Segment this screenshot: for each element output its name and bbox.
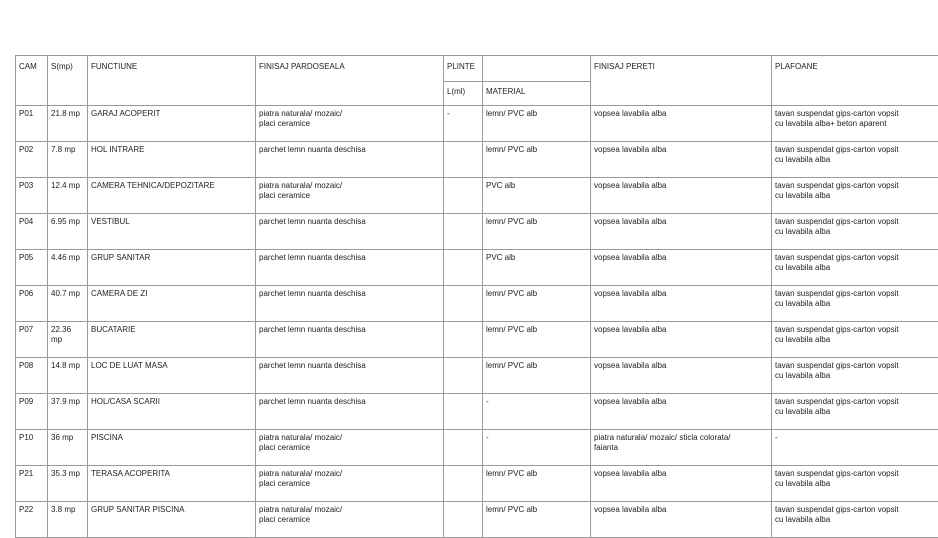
cell-plinte-material: lemn/ PVC alb	[483, 502, 591, 538]
cell-plinte-length	[444, 394, 483, 430]
cell-cam: P06	[16, 286, 48, 322]
cell-pereti	[591, 466, 772, 502]
cell-plinte-length	[444, 502, 483, 538]
cell-pardoseala-line: parchet lemn nuanta deschisa	[259, 361, 440, 371]
cell-pardoseala-line: piatra naturala/ mozaic/	[259, 433, 440, 443]
cell-pardoseala-line: placi ceramice	[259, 119, 440, 129]
cell-functiune: GARAJ ACOPERIT	[88, 106, 256, 142]
cell-pardoseala	[256, 214, 444, 250]
cell-plafoane-line: -	[775, 433, 938, 443]
cell-plafoane	[772, 430, 938, 466]
header-plinte-material: MATERIAL	[483, 82, 591, 106]
cell-pereti	[591, 358, 772, 394]
cell-pereti	[591, 106, 772, 142]
cell-plafoane	[772, 394, 938, 430]
cell-pereti	[591, 286, 772, 322]
cell-pardoseala	[256, 250, 444, 286]
cell-pardoseala-line: parchet lemn nuanta deschisa	[259, 217, 440, 227]
cell-cam: P03	[16, 178, 48, 214]
table-row	[16, 502, 938, 538]
cell-pardoseala-line: piatra naturala/ mozaic/	[259, 505, 440, 515]
table-row	[16, 106, 938, 142]
cell-area: 14.8 mp	[48, 358, 88, 394]
cell-pardoseala	[256, 322, 444, 358]
cell-functiune: HOL/CASA SCARII	[88, 394, 256, 430]
cell-plafoane-line: cu lavabila alba	[775, 155, 938, 165]
finishes-table	[15, 55, 938, 538]
cell-plafoane-line: tavan suspendat gips-carton vopsit	[775, 361, 938, 371]
cell-pardoseala-line: placi ceramice	[259, 515, 440, 525]
cell-plafoane-line: cu lavabila alba	[775, 227, 938, 237]
cell-pardoseala	[256, 358, 444, 394]
cell-pardoseala	[256, 502, 444, 538]
header-finisaj-pereti: FINISAJ PERETI	[591, 56, 772, 106]
cell-area: 40.7 mp	[48, 286, 88, 322]
finishes-sheet	[15, 55, 938, 538]
cell-pereti-line: vopsea lavabila alba	[594, 505, 768, 515]
cell-plinte-length	[444, 286, 483, 322]
cell-pardoseala-line: parchet lemn nuanta deschisa	[259, 145, 440, 155]
header-plafoane: PLAFOANE	[772, 56, 938, 106]
cell-pereti	[591, 250, 772, 286]
cell-pardoseala-line: piatra naturala/ mozaic/	[259, 181, 440, 191]
cell-cam: P10	[16, 430, 48, 466]
cell-cam: P07	[16, 322, 48, 358]
cell-plafoane-line: tavan suspendat gips-carton vopsit	[775, 181, 938, 191]
header-plinte: PLINTE	[444, 56, 483, 82]
cell-pereti-line: vopsea lavabila alba	[594, 145, 768, 155]
cell-cam: P22	[16, 502, 48, 538]
table-row	[16, 142, 938, 178]
cell-functiune: LOC DE LUAT MASA	[88, 358, 256, 394]
cell-pereti	[591, 178, 772, 214]
cell-pardoseala	[256, 466, 444, 502]
table-row	[16, 394, 938, 430]
cell-pardoseala-line: piatra naturala/ mozaic/	[259, 469, 440, 479]
cell-plinte-material: lemn/ PVC alb	[483, 286, 591, 322]
cell-area: 3.8 mp	[48, 502, 88, 538]
header-cam: CAM	[16, 56, 48, 106]
cell-plafoane-line: cu lavabila alba	[775, 335, 938, 345]
cell-pardoseala-line: parchet lemn nuanta deschisa	[259, 397, 440, 407]
cell-cam: P05	[16, 250, 48, 286]
cell-functiune: BUCATARIE	[88, 322, 256, 358]
cell-cam: P04	[16, 214, 48, 250]
cell-plinte-length: -	[444, 106, 483, 142]
table-row	[16, 178, 938, 214]
table-row	[16, 286, 938, 322]
table-row	[16, 466, 938, 502]
cell-pardoseala-line: placi ceramice	[259, 191, 440, 201]
cell-functiune: HOL INTRARE	[88, 142, 256, 178]
cell-pereti-line: vopsea lavabila alba	[594, 181, 768, 191]
cell-pereti-line: vopsea lavabila alba	[594, 325, 768, 335]
cell-functiune: CAMERA TEHNICA/DEPOZITARE	[88, 178, 256, 214]
cell-pereti	[591, 214, 772, 250]
cell-pardoseala-line: parchet lemn nuanta deschisa	[259, 325, 440, 335]
cell-area: 6.95 mp	[48, 214, 88, 250]
cell-functiune: TERASA ACOPERITA	[88, 466, 256, 502]
cell-pardoseala-line: piatra naturala/ mozaic/	[259, 109, 440, 119]
cell-plinte-material: -	[483, 430, 591, 466]
cell-pereti	[591, 502, 772, 538]
cell-plafoane-line: tavan suspendat gips-carton vopsit	[775, 217, 938, 227]
header-area: S(mp)	[48, 56, 88, 106]
cell-pereti-line: vopsea lavabila alba	[594, 253, 768, 263]
cell-plafoane	[772, 286, 938, 322]
cell-plinte-length	[444, 358, 483, 394]
cell-pardoseala-line: parchet lemn nuanta deschisa	[259, 253, 440, 263]
cell-plafoane-line: tavan suspendat gips-carton vopsit	[775, 469, 938, 479]
cell-pereti	[591, 322, 772, 358]
cell-pereti-line: piatra naturala/ mozaic/ sticla colorata/	[594, 433, 768, 443]
cell-plafoane	[772, 142, 938, 178]
cell-cam: P21	[16, 466, 48, 502]
cell-cam: P02	[16, 142, 48, 178]
cell-pereti-line: vopsea lavabila alba	[594, 217, 768, 227]
cell-plinte-length	[444, 178, 483, 214]
cell-plinte-material: lemn/ PVC alb	[483, 358, 591, 394]
cell-plinte-material: PVC alb	[483, 178, 591, 214]
cell-plafoane	[772, 250, 938, 286]
cell-plafoane	[772, 214, 938, 250]
cell-plinte-material: lemn/ PVC alb	[483, 214, 591, 250]
cell-plafoane-line: cu lavabila alba	[775, 299, 938, 309]
cell-cam: P09	[16, 394, 48, 430]
cell-area: 35.3 mp	[48, 466, 88, 502]
cell-area: 21.8 mp	[48, 106, 88, 142]
cell-plafoane-line: tavan suspendat gips-carton vopsit	[775, 505, 938, 515]
cell-plafoane-line: tavan suspendat gips-carton vopsit	[775, 289, 938, 299]
cell-area: 7.8 mp	[48, 142, 88, 178]
cell-pereti-line: faianta	[594, 443, 768, 453]
cell-pereti-line: vopsea lavabila alba	[594, 109, 768, 119]
cell-plafoane	[772, 322, 938, 358]
cell-area: 12.4 mp	[48, 178, 88, 214]
cell-pereti-line: vopsea lavabila alba	[594, 289, 768, 299]
cell-plinte-length	[444, 322, 483, 358]
cell-plafoane	[772, 466, 938, 502]
table-row	[16, 250, 938, 286]
table-row	[16, 322, 938, 358]
cell-plinte-length	[444, 466, 483, 502]
cell-plafoane	[772, 106, 938, 142]
cell-pereti	[591, 142, 772, 178]
cell-cam: P08	[16, 358, 48, 394]
cell-pereti	[591, 394, 772, 430]
cell-plafoane-line: tavan suspendat gips-carton vopsit	[775, 253, 938, 263]
cell-plafoane-line: tavan suspendat gips-carton vopsit	[775, 397, 938, 407]
cell-plinte-material: lemn/ PVC alb	[483, 142, 591, 178]
cell-pereti-line: vopsea lavabila alba	[594, 397, 768, 407]
cell-plafoane	[772, 358, 938, 394]
header-plinte-length: L(ml)	[444, 82, 483, 106]
cell-pardoseala	[256, 394, 444, 430]
cell-functiune: GRUP SANITAR PISCINA	[88, 502, 256, 538]
cell-area: 37.9 mp	[48, 394, 88, 430]
cell-pardoseala	[256, 178, 444, 214]
cell-cam: P01	[16, 106, 48, 142]
header-plinte-blank	[483, 56, 591, 82]
cell-plafoane-line: cu lavabila alba	[775, 515, 938, 525]
cell-functiune: VESTIBUL	[88, 214, 256, 250]
cell-area: 22.36 mp	[48, 322, 88, 358]
cell-pardoseala	[256, 142, 444, 178]
cell-functiune: CAMERA DE ZI	[88, 286, 256, 322]
header-row	[16, 56, 938, 82]
cell-plinte-material: PVC alb	[483, 250, 591, 286]
cell-plafoane	[772, 178, 938, 214]
cell-plinte-length	[444, 214, 483, 250]
cell-pardoseala-line: parchet lemn nuanta deschisa	[259, 289, 440, 299]
cell-plinte-length	[444, 430, 483, 466]
cell-plafoane-line: tavan suspendat gips-carton vopsit	[775, 145, 938, 155]
cell-pardoseala	[256, 286, 444, 322]
cell-area: 36 mp	[48, 430, 88, 466]
cell-area: 4.46 mp	[48, 250, 88, 286]
cell-pardoseala	[256, 430, 444, 466]
cell-plafoane-line: cu lavabila alba	[775, 371, 938, 381]
cell-pardoseala-line: placi ceramice	[259, 479, 440, 489]
header-finisaj-pardoseala: FINISAJ PARDOSEALA	[256, 56, 444, 106]
table-row	[16, 214, 938, 250]
cell-pardoseala-line: placi ceramice	[259, 443, 440, 453]
cell-pereti	[591, 430, 772, 466]
cell-plafoane-line: tavan suspendat gips-carton vopsit	[775, 109, 938, 119]
cell-plafoane-line: cu lavabila alba	[775, 191, 938, 201]
cell-pereti-line: vopsea lavabila alba	[594, 469, 768, 479]
cell-plafoane-line: cu lavabila alba	[775, 407, 938, 417]
cell-pereti-line: vopsea lavabila alba	[594, 361, 768, 371]
cell-plinte-material: lemn/ PVC alb	[483, 466, 591, 502]
header-functiune: FUNCTIUNE	[88, 56, 256, 106]
cell-plinte-material: lemn/ PVC alb	[483, 106, 591, 142]
cell-plafoane-line: tavan suspendat gips-carton vopsit	[775, 325, 938, 335]
cell-plinte-material: lemn/ PVC alb	[483, 322, 591, 358]
cell-plinte-material: -	[483, 394, 591, 430]
cell-pardoseala	[256, 106, 444, 142]
cell-plafoane	[772, 502, 938, 538]
cell-functiune: GRUP SANITAR	[88, 250, 256, 286]
cell-plafoane-line: cu lavabila alba	[775, 479, 938, 489]
cell-plinte-length	[444, 250, 483, 286]
table-row	[16, 430, 938, 466]
cell-plafoane-line: cu lavabila alba+ beton aparent	[775, 119, 938, 129]
cell-plinte-length	[444, 142, 483, 178]
cell-plafoane-line: cu lavabila alba	[775, 263, 938, 273]
table-row	[16, 358, 938, 394]
cell-functiune: PISCINA	[88, 430, 256, 466]
